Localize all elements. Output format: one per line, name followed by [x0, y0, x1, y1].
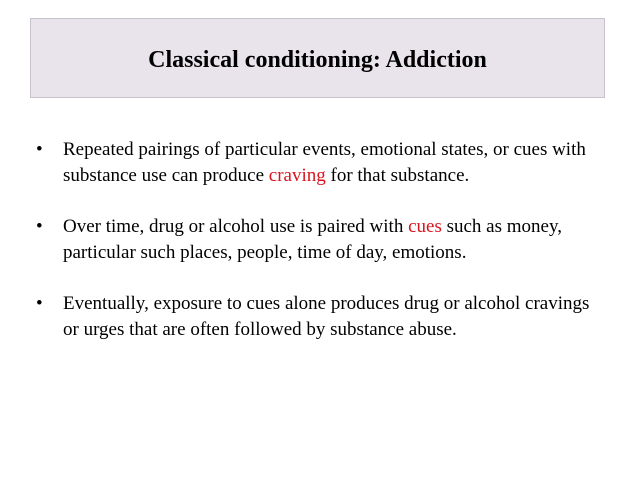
bullet-text-before: Over time, drug or alcohol use is paired with [63, 216, 409, 237]
bullet-dot-icon: • [36, 293, 43, 314]
bullet-text-after: for that substance. [325, 165, 470, 186]
bullet-text-before: Eventually, exposure to cues alone produces drug or alcohol cravings or urges that are often followed by substance abuse. [63, 293, 590, 340]
bullet-list [36, 137, 606, 368]
emphasis-word-craving: craving [268, 165, 326, 186]
emphasis-word-cues: cues [408, 216, 442, 237]
slide-title: Classical conditioning: Addiction [148, 46, 487, 73]
bullet-item-exposure [36, 291, 606, 343]
bullet-text-after: such as money, particular such places, people, time of day, emotions. [63, 216, 562, 263]
bullet-item-cues [36, 214, 606, 266]
bullet-text-before: Repeated pairings of particular events, emotional states, or cues with substance use can produce [63, 139, 586, 186]
bullet-dot-icon: • [36, 139, 43, 160]
bullet-item-craving [36, 137, 606, 189]
bullet-dot-icon: • [36, 216, 43, 237]
title-banner [30, 18, 605, 98]
